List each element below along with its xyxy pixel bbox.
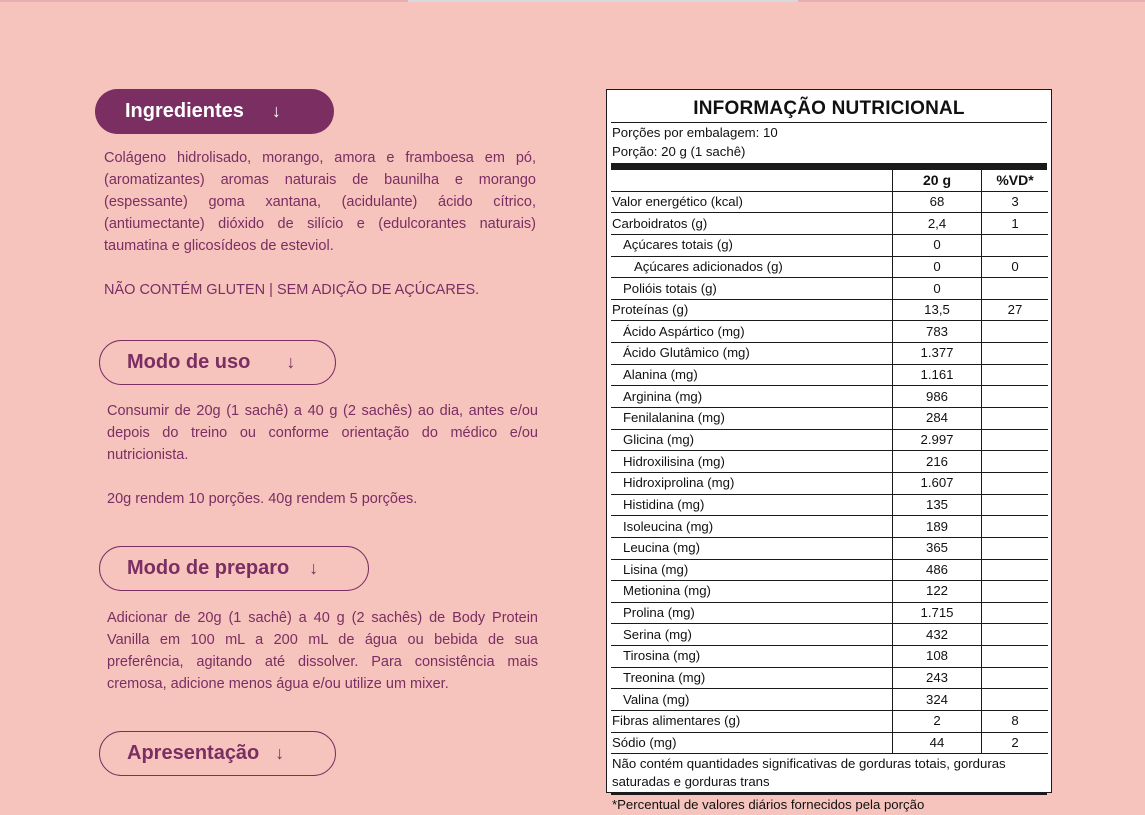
nutrient-name: Fenilalanina (mg) [611,408,893,430]
modo-de-preparo-title: Modo de preparo [127,557,290,579]
nutrient-name: Prolina (mg) [611,602,893,624]
modo-de-preparo-toggle-button[interactable] [99,546,369,591]
nutrition-row [611,581,1048,603]
arrow-down-icon: ↓ [309,558,319,578]
nutrient-amount: 1.715 [893,602,982,624]
nutrient-amount: 68 [893,191,982,213]
nutrient-daily-value [982,472,1049,494]
ingredientes-text: Colágeno hidrolisado, morango, amora e framboesa em pó, (aromatizantes) aromas naturais de baunilha e morango (espessante) goma xantana, (acidulante) ácido cítrico, (antiumectante) dióxido de silício e (edulcorantes naturais) taumatina e glicosídeos de esteviol. [104,150,536,254]
nutrient-name: Lisina (mg) [611,559,893,581]
arrow-down-icon: ↓ [286,352,296,372]
nutrient-daily-value: 27 [982,299,1049,321]
arrow-down-icon: ↓ [271,101,281,121]
nutrient-amount: 0 [893,256,982,278]
ingredientes-toggle-button[interactable] [95,89,334,134]
nutrient-daily-value [982,278,1049,300]
nutrient-daily-value [982,537,1049,559]
nutrient-name: Tirosina (mg) [611,646,893,668]
nutrient-daily-value [982,559,1049,581]
nutrient-daily-value [982,321,1049,343]
nutrient-daily-value [982,494,1049,516]
nutrient-amount: 243 [893,667,982,689]
nutrient-amount: 2,4 [893,213,982,235]
nutrient-daily-value [982,429,1049,451]
nutrient-name: Polióis totais (g) [611,278,893,300]
nutrient-amount: 0 [893,278,982,300]
nutrition-row [611,732,1048,754]
nutrient-daily-value: 0 [982,256,1049,278]
nutrient-name: Hidroxilisina (mg) [611,451,893,473]
nutrient-daily-value [982,451,1049,473]
nutrient-amount: 1.607 [893,472,982,494]
nutrient-daily-value [982,364,1049,386]
nutrient-daily-value [982,516,1049,538]
nutrient-amount: 1.377 [893,343,982,365]
nutrient-name: Carboidratos (g) [611,213,893,235]
nutrient-daily-value: 8 [982,711,1049,733]
apresentacao-title: Apresentação [127,742,260,764]
nutrient-amount: 189 [893,516,982,538]
servings-per-package: Porções por embalagem: 10 [612,125,778,140]
nutrient-amount: 44 [893,732,982,754]
nutrient-amount: 432 [893,624,982,646]
header-amount: 20 g [893,170,982,191]
nutrient-daily-value [982,386,1049,408]
nutrition-row [611,472,1048,494]
nutrient-amount: 365 [893,537,982,559]
nutrient-name: Valor energético (kcal) [611,191,893,213]
nutrient-name: Hidroxiprolina (mg) [611,472,893,494]
nutrient-daily-value [982,408,1049,430]
nutrition-row [611,213,1048,235]
nutrition-row [611,624,1048,646]
nutrient-amount: 2 [893,711,982,733]
nutrition-row [611,429,1048,451]
nutrition-row [611,516,1048,538]
nutrient-name: Serina (mg) [611,624,893,646]
nutrient-name: Leucina (mg) [611,537,893,559]
nutrition-row [611,711,1048,733]
nutrient-name: Ácido Glutâmico (mg) [611,343,893,365]
nutrient-daily-value [982,689,1049,711]
nutrient-name: Alanina (mg) [611,364,893,386]
daily-value-footnote: *Percentual de valores diários fornecidos pela porção [612,797,925,813]
top-strip [0,0,1145,2]
ingredientes-note: NÃO CONTÉM GLUTEN | SEM ADIÇÃO DE AÇÚCARES. [104,282,480,298]
modo-de-uso-text: Consumir de 20g (1 sachê) a 40 g (2 sachês) ao dia, antes e/ou depois do treino ou conforme orientação do médico e/ou nutricionista. [107,403,538,463]
nutrient-daily-value [982,343,1049,365]
ingredientes-title: Ingredientes [125,100,244,122]
modo-de-preparo-text: Adicionar de 20g (1 sachê) a 40 g (2 sachês) de Body Protein Vanilla em 100 mL a 200 mL de água ou bebida de sua preferência, agitando até dissolver. Para consistência mais cremosa, adicione menos água e/ou utilize um mixer. [107,610,538,692]
nutrient-amount: 13,5 [893,299,982,321]
portion-size: Porção: 20 g (1 sachê) [612,144,746,159]
nutrient-name: Glicina (mg) [611,429,893,451]
nutrition-grid [611,170,1048,754]
nutrition-row [611,321,1048,343]
nutrient-name: Açúcares totais (g) [611,234,893,256]
apresentacao-toggle-button[interactable] [99,731,336,776]
nutrient-daily-value: 2 [982,732,1049,754]
nutrient-name: Metionina (mg) [611,581,893,603]
nutrient-amount: 783 [893,321,982,343]
arrow-down-icon: ↓ [275,743,285,763]
nutrition-title: INFORMAÇÃO NUTRICIONAL [693,98,965,119]
nutrient-name: Proteínas (g) [611,299,893,321]
nutrition-row [611,343,1048,365]
nutrition-row [611,689,1048,711]
modo-de-uso-note: 20g rendem 10 porções. 40g rendem 5 porções. [107,491,418,507]
nutrient-amount: 324 [893,689,982,711]
nutrient-name: Valina (mg) [611,689,893,711]
nutrient-name: Isoleucina (mg) [611,516,893,538]
nutrient-amount: 284 [893,408,982,430]
nutrient-name: Arginina (mg) [611,386,893,408]
nutrient-name: Sódio (mg) [611,732,893,754]
nutrition-facts-table [606,89,1052,813]
nutrient-daily-value: 1 [982,213,1049,235]
modo-de-uso-toggle-button[interactable] [99,340,336,385]
thick-divider [611,163,1047,170]
nutrient-daily-value [982,667,1049,689]
nutrition-row [611,667,1048,689]
nutrient-amount: 2.997 [893,429,982,451]
nutrition-row [611,256,1048,278]
nutrient-daily-value: 3 [982,191,1049,213]
nutrition-row [611,451,1048,473]
nutrient-daily-value [982,602,1049,624]
nutrient-amount: 122 [893,581,982,603]
nutrient-amount: 486 [893,559,982,581]
nutrient-name: Fibras alimentares (g) [611,711,893,733]
nutrient-name: Ácido Aspártico (mg) [611,321,893,343]
nutrition-row [611,364,1048,386]
nutrient-daily-value [982,646,1049,668]
nutrient-name: Histidina (mg) [611,494,893,516]
nutrition-row [611,494,1048,516]
nutrient-amount: 216 [893,451,982,473]
nutrition-footnote: Não contém quantidades significativas de gorduras totais, gorduras saturadas e gorduras trans [612,756,1006,790]
nutrient-daily-value [982,234,1049,256]
nutrient-name: Açúcares adicionados (g) [611,256,893,278]
nutrient-amount: 135 [893,494,982,516]
header-daily-value: %VD* [982,170,1049,191]
nutrient-amount: 0 [893,234,982,256]
nutrition-row [611,386,1048,408]
modo-de-uso-title: Modo de uso [127,351,251,373]
nutrition-row [611,559,1048,581]
nutrition-row [611,234,1048,256]
nutrient-daily-value [982,624,1049,646]
nutrition-row [611,408,1048,430]
nutrition-row [611,278,1048,300]
nutrient-amount: 1.161 [893,364,982,386]
nutrition-row [611,299,1048,321]
nutrition-row [611,537,1048,559]
nutrition-row [611,191,1048,213]
nutrient-name: Treonina (mg) [611,667,893,689]
nutrient-amount: 108 [893,646,982,668]
nutrition-header-row [611,170,1048,191]
nutrient-amount: 986 [893,386,982,408]
nutrient-daily-value [982,581,1049,603]
nutrition-row [611,646,1048,668]
header-label [611,170,893,191]
nutrition-row [611,602,1048,624]
top-strip-segment [408,0,798,2]
